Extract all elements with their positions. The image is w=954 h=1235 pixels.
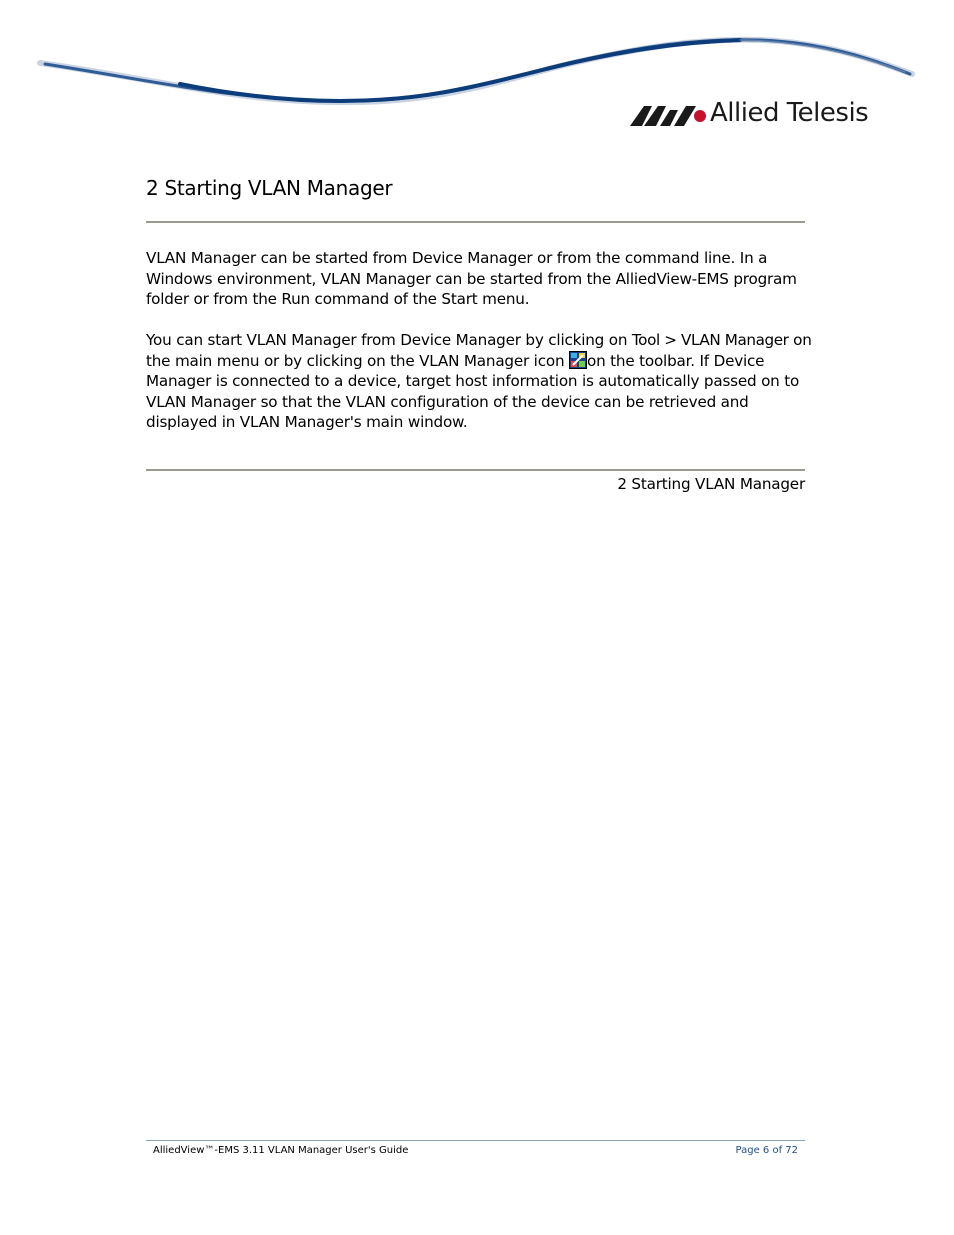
section-divider: [146, 469, 805, 471]
menu-path: Tool > VLAN Manager: [631, 331, 789, 349]
section-footer: 2 Starting VLAN Manager: [617, 475, 805, 493]
page-title: 2 Starting VLAN Manager: [146, 176, 393, 200]
brand-name: Allied Telesis: [710, 98, 869, 128]
paragraph-intro: VLAN Manager can be started from Device Manager or from the command line. In a Windows environment, VLAN Manager can be started from the AlliedView-EMS program folder or from the Run command of the Start menu.: [146, 249, 797, 309]
paragraph-text-end: on the toolbar. If Device Manager is connected to a device, target host information is automatically passed on to VLAN Manager so that the VLAN configuration of the device can be retrieved and displayed in VLAN Manager's main window.: [146, 351, 800, 432]
paragraph-text-start: You can start VLAN Manager from Device Manager by clicking on: [146, 331, 632, 349]
vlan-manager-icon: [569, 351, 587, 369]
title-divider: [146, 221, 805, 223]
footer-divider: [146, 1140, 805, 1141]
paragraph-text-middle: on the main menu or by clicking on the VLAN Manager icon: [146, 331, 812, 370]
footer-page-number: Page 6 of 72: [735, 1145, 798, 1156]
paragraph-start-instructions: [146, 330, 816, 433]
footer-document-title: AlliedView™-EMS 3.11 VLAN Manager User's Guide: [153, 1145, 409, 1156]
